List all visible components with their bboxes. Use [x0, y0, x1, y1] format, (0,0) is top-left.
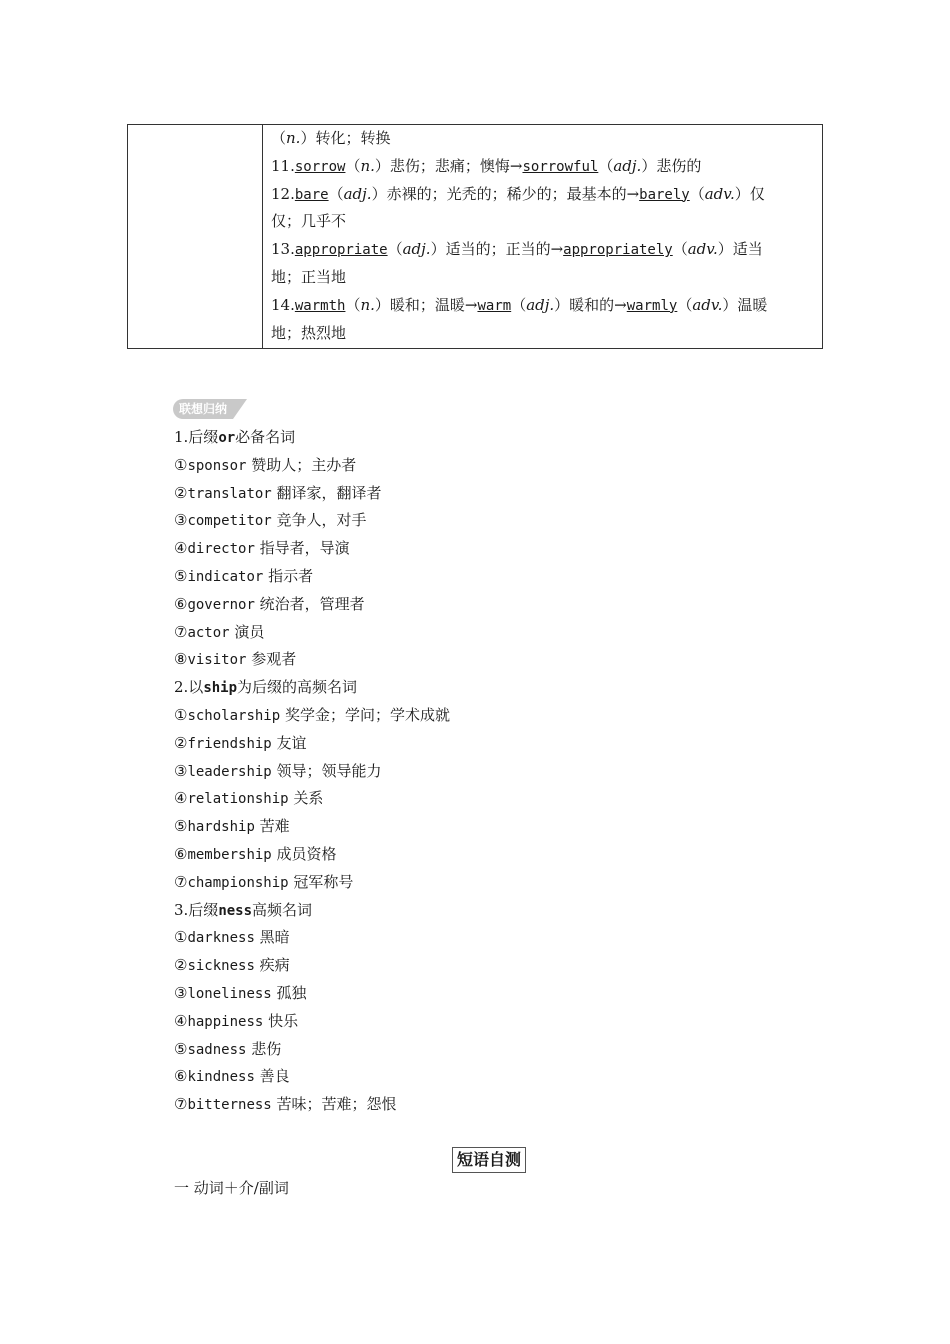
vocab-word: warmly — [626, 297, 678, 314]
item-number: ① — [174, 705, 188, 724]
section-title-box: 短语自测 — [452, 1147, 526, 1173]
item-word: hardship — [187, 819, 255, 836]
item-number: ① — [174, 928, 188, 947]
table-text: 12. — [271, 184, 295, 203]
item-number: ② — [174, 483, 188, 502]
table-text: 13. — [271, 240, 295, 259]
table-text: （ — [328, 184, 344, 203]
item-word: sponsor — [187, 457, 247, 474]
item-word: leadership — [187, 763, 272, 780]
part-of-speech: adj. — [402, 240, 431, 259]
item-word: relationship — [187, 791, 289, 808]
heading-suffix-keyword: ship — [203, 680, 238, 697]
group-heading — [174, 424, 774, 452]
vocab-word: sorrowful — [522, 158, 599, 175]
item-number: ② — [174, 956, 188, 975]
list-item — [174, 535, 774, 563]
item-word: scholarship — [187, 707, 281, 724]
table-text: ）赤裸的；光秃的；稀少的；最基本的→ — [371, 184, 640, 203]
list-item — [174, 952, 774, 980]
heading-prefix: 2.以 — [174, 678, 204, 697]
item-meaning: 参观者 — [251, 650, 297, 669]
item-number: ⑥ — [174, 1067, 188, 1086]
item-number: ① — [174, 455, 188, 474]
heading-suffix-keyword: ness — [218, 902, 253, 919]
item-meaning: 奖学金；学问；学术成就 — [284, 705, 450, 724]
table-text: （ — [271, 129, 287, 147]
item-word: championship — [187, 874, 289, 891]
item-meaning: 成员资格 — [276, 844, 337, 863]
item-word: happiness — [187, 1013, 264, 1030]
item-meaning: 指导者，导演 — [259, 539, 350, 558]
item-number: ⑦ — [174, 622, 188, 641]
item-word: indicator — [187, 568, 264, 585]
table-text: 仅；几乎不 — [271, 212, 347, 231]
association-badge — [173, 399, 247, 419]
item-word: visitor — [187, 652, 247, 669]
badge-label: 联想归纳 — [173, 399, 233, 419]
heading-description: 必备名词 — [235, 428, 296, 446]
table-line — [271, 208, 816, 236]
item-meaning: 友谊 — [276, 733, 307, 752]
table-text: （ — [345, 295, 361, 314]
item-meaning: 领导；领导能力 — [276, 761, 382, 780]
list-item — [174, 758, 774, 786]
item-number: ④ — [174, 789, 188, 808]
list-item — [174, 1036, 774, 1064]
item-word: membership — [187, 846, 272, 863]
vocab-word: warm — [477, 297, 512, 314]
item-word: sickness — [187, 958, 255, 975]
vocab-word: barely — [639, 186, 690, 203]
vocab-word: bare — [294, 186, 329, 203]
table-text: ）暖和；温暖→ — [374, 295, 478, 314]
list-item — [174, 646, 774, 674]
item-number: ⑥ — [174, 844, 188, 863]
table-line — [271, 181, 816, 209]
list-item — [174, 1008, 774, 1036]
table-text: （ — [672, 240, 688, 259]
item-word: friendship — [187, 735, 272, 752]
list-item — [174, 591, 774, 619]
item-word: kindness — [187, 1069, 255, 1086]
list-item — [174, 1091, 774, 1119]
list-item — [174, 869, 774, 897]
vocab-word: sorrow — [294, 158, 346, 175]
list-item — [174, 452, 774, 480]
list-item — [174, 924, 774, 952]
item-meaning: 竞争人，对手 — [276, 511, 367, 530]
item-word: competitor — [187, 513, 272, 530]
vocab-word: appropriate — [294, 242, 388, 259]
table-line — [271, 153, 816, 181]
table-text: ）仅 — [734, 184, 765, 203]
list-item — [174, 619, 774, 647]
table-right-cell — [263, 125, 822, 348]
list-item — [174, 507, 774, 535]
item-meaning: 黑暗 — [259, 928, 290, 947]
list-item — [174, 785, 774, 813]
item-number: ② — [174, 733, 188, 752]
list-item — [174, 563, 774, 591]
item-number: ⑤ — [174, 566, 188, 585]
part-of-speech: n. — [360, 156, 375, 175]
part-of-speech: n. — [286, 129, 301, 147]
table-line — [271, 320, 816, 348]
heading-suffix-keyword: or — [218, 430, 236, 446]
part-of-speech: adv. — [704, 184, 735, 203]
item-word: actor — [187, 624, 230, 641]
item-number: ⑥ — [174, 594, 188, 613]
table-text: （ — [387, 240, 403, 259]
part-of-speech: adj. — [343, 184, 372, 203]
item-word: translator — [187, 485, 272, 502]
list-item — [174, 702, 774, 730]
item-number: ⑦ — [174, 1095, 188, 1114]
item-word: sadness — [187, 1041, 247, 1058]
item-number: ③ — [174, 983, 188, 1002]
table-text: 14. — [271, 295, 295, 314]
item-meaning: 快乐 — [268, 1011, 299, 1030]
list-item — [174, 480, 774, 508]
table-text: ）适当的；正当的→ — [430, 240, 564, 259]
table-text: ）悲伤的 — [641, 156, 702, 175]
table-text: 地；正当地 — [271, 267, 347, 286]
table-text: ）温暖 — [722, 295, 768, 314]
group-heading — [174, 897, 774, 925]
table-text: （ — [345, 156, 361, 175]
item-word: director — [187, 541, 255, 558]
vocab-word: appropriately — [563, 242, 673, 259]
heading-description: 高频名词 — [252, 900, 313, 919]
item-meaning: 演员 — [234, 622, 265, 641]
table-line — [271, 292, 816, 320]
table-text: （ — [598, 156, 614, 175]
item-number: ④ — [174, 1011, 188, 1030]
vocab-word: warmth — [294, 297, 346, 314]
table-text: ）转化；转换 — [300, 129, 391, 147]
table-text: 11. — [271, 156, 295, 175]
phrase-subheading: 一 动词＋介/副词 — [174, 1179, 289, 1197]
group-heading — [174, 674, 774, 702]
heading-prefix: 1.后缀 — [174, 428, 219, 446]
table-text: ）适当 — [717, 240, 763, 259]
table-text: （ — [689, 184, 705, 203]
item-number: ⑧ — [174, 650, 188, 669]
list-item — [174, 1063, 774, 1091]
item-number: ⑤ — [174, 1039, 188, 1058]
table-left-cell — [128, 125, 263, 348]
item-number: ③ — [174, 761, 188, 780]
vocabulary-table — [127, 124, 823, 349]
list-item — [174, 813, 774, 841]
item-meaning: 孤独 — [276, 983, 307, 1002]
item-meaning: 指示者 — [268, 566, 314, 585]
item-meaning: 赞助人；主办者 — [251, 455, 357, 474]
item-number: ⑦ — [174, 872, 188, 891]
item-word: governor — [187, 596, 255, 613]
item-meaning: 冠军称号 — [293, 872, 354, 891]
table-text: （ — [677, 295, 693, 314]
heading-description: 为后缀的高频名词 — [237, 678, 358, 697]
item-meaning: 苦味；苦难；怨恨 — [276, 1095, 397, 1114]
part-of-speech: adj. — [526, 295, 555, 314]
item-meaning: 统治者，管理者 — [259, 594, 365, 613]
item-meaning: 翻译家，翻译者 — [276, 483, 382, 502]
item-word: darkness — [187, 930, 255, 947]
suffix-word-list — [174, 424, 774, 1119]
table-line — [271, 236, 816, 264]
part-of-speech: adv. — [687, 240, 718, 259]
table-line — [271, 264, 816, 292]
table-line — [271, 125, 816, 153]
list-item — [174, 841, 774, 869]
part-of-speech: adj. — [613, 156, 642, 175]
badge-tail-shape — [233, 399, 247, 419]
item-meaning: 善良 — [259, 1067, 290, 1086]
item-number: ③ — [174, 511, 188, 530]
list-item — [174, 980, 774, 1008]
item-meaning: 关系 — [293, 789, 324, 808]
table-text: （ — [511, 295, 527, 314]
table-text: 地；热烈地 — [271, 323, 347, 342]
item-meaning: 悲伤 — [251, 1039, 282, 1058]
heading-prefix: 3.后缀 — [174, 900, 219, 919]
item-word: loneliness — [187, 985, 272, 1002]
table-text: ）暖和的→ — [554, 295, 627, 314]
item-meaning: 疾病 — [259, 956, 290, 975]
part-of-speech: adv. — [692, 295, 723, 314]
item-meaning: 苦难 — [259, 817, 290, 836]
item-word: bitterness — [187, 1097, 272, 1114]
item-number: ④ — [174, 539, 188, 558]
list-item — [174, 730, 774, 758]
item-number: ⑤ — [174, 817, 188, 836]
part-of-speech: n. — [360, 295, 375, 314]
table-text: ）悲伤；悲痛；懊悔→ — [374, 156, 523, 175]
